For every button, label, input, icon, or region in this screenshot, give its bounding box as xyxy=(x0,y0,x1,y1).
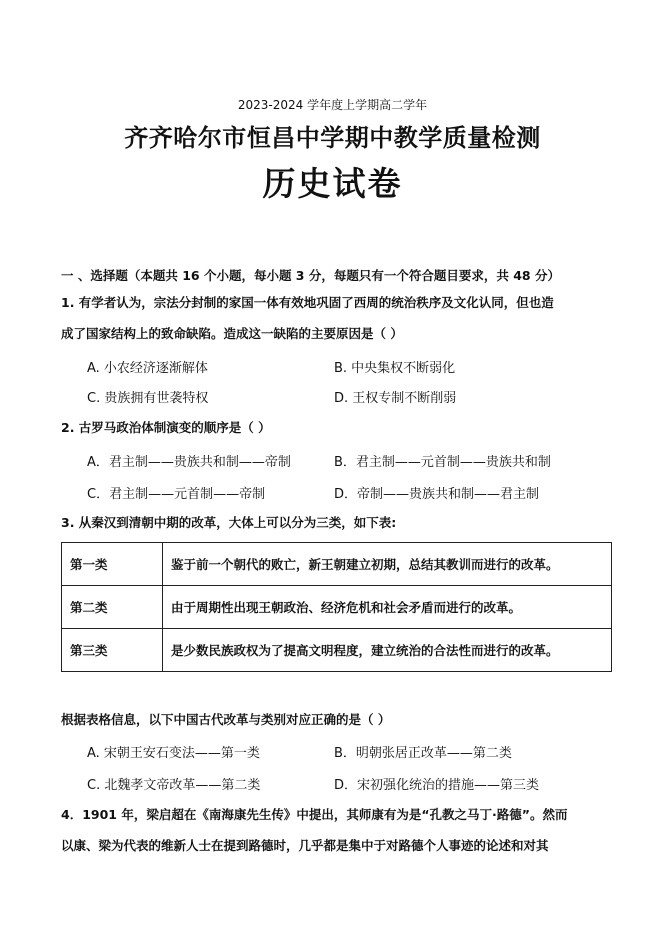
question-2-option-d: D．帝制——贵族共和制——君主制 xyxy=(334,487,540,502)
table-row xyxy=(62,543,612,586)
question-4-line-2: 以康、梁为代表的维新人士在提到路德时，几乎都是集中于对路德个人事迹的论述和对其 xyxy=(61,838,549,853)
question-1-option-d: D. 王权专制不断削弱 xyxy=(334,391,457,406)
question-3-line-1: 3. 从秦汉到清朝中期的改革，大体上可以分为三类，如下表: xyxy=(61,515,397,530)
question-3-option-a: A. 宋朝王安石变法——第一类 xyxy=(87,746,260,761)
table-cell-description: 鉴于前一个朝代的败亡，新王朝建立初期，总结其教训而进行的改革。 xyxy=(163,543,612,586)
question-3-option-d: D．宋初强化统治的措施——第三类 xyxy=(334,778,540,793)
table-cell-category: 第二类 xyxy=(62,586,163,629)
question-1-line-1: 1. 有学者认为，宗法分封制的家国一体有效地巩固了西周的统治秩序及文化认同，但也造 xyxy=(61,295,554,310)
table-cell-description: 是少数民族政权为了提高文明程度，建立统治的合法性而进行的改革。 xyxy=(163,629,612,672)
question-2-option-b: B．君主制——元首制——贵族共和制 xyxy=(334,455,551,470)
reform-category-table xyxy=(61,542,612,672)
question-1-line-2: 成了国家结构上的致命缺陷。造成这一缺陷的主要原因是（ ） xyxy=(61,326,403,341)
question-2-option-a: A．君主制——贵族共和制——帝制 xyxy=(87,455,291,470)
table-row xyxy=(62,586,612,629)
subject-title: 历史试卷 xyxy=(262,164,403,203)
exam-year-line: 2023-2024 学年度上学期高二学年 xyxy=(237,98,428,112)
table-cell-description: 由于周期性出现王朝政治、经济危机和社会矛盾而进行的改革。 xyxy=(163,586,612,629)
question-3-followup: 根据表格信息，以下中国古代改革与类别对应正确的是（ ） xyxy=(61,712,391,727)
question-1-option-c: C. 贵族拥有世袭特权 xyxy=(87,391,209,406)
school-title: 齐齐哈尔市恒昌中学期中教学质量检测 xyxy=(124,123,541,152)
question-3-option-b: B．明朝张居正改革——第二类 xyxy=(334,746,512,761)
section-heading: 一 、选择题（本题共 16 个小题，每小题 3 分，每题只有一个符合题目要求，共 48 分） xyxy=(61,268,560,283)
table-cell-category: 第三类 xyxy=(62,629,163,672)
table-row xyxy=(62,629,612,672)
question-2-line-1: 2. 古罗马政治体制演变的顺序是（ ） xyxy=(61,420,271,435)
question-2-option-c: C．君主制——元首制——帝制 xyxy=(87,487,266,502)
table-cell-category: 第一类 xyxy=(62,543,163,586)
question-1-option-b: B. 中央集权不断弱化 xyxy=(334,361,456,376)
question-1-option-a: A. 小农经济逐渐解体 xyxy=(87,361,208,376)
question-4-line-1: 4．1901 年，梁启超在《南海康先生传》中提出，其师康有为是“孔教之马丁·路德”。然而 xyxy=(61,807,568,822)
question-3-option-c: C. 北魏孝文帝改革——第二类 xyxy=(87,778,261,793)
